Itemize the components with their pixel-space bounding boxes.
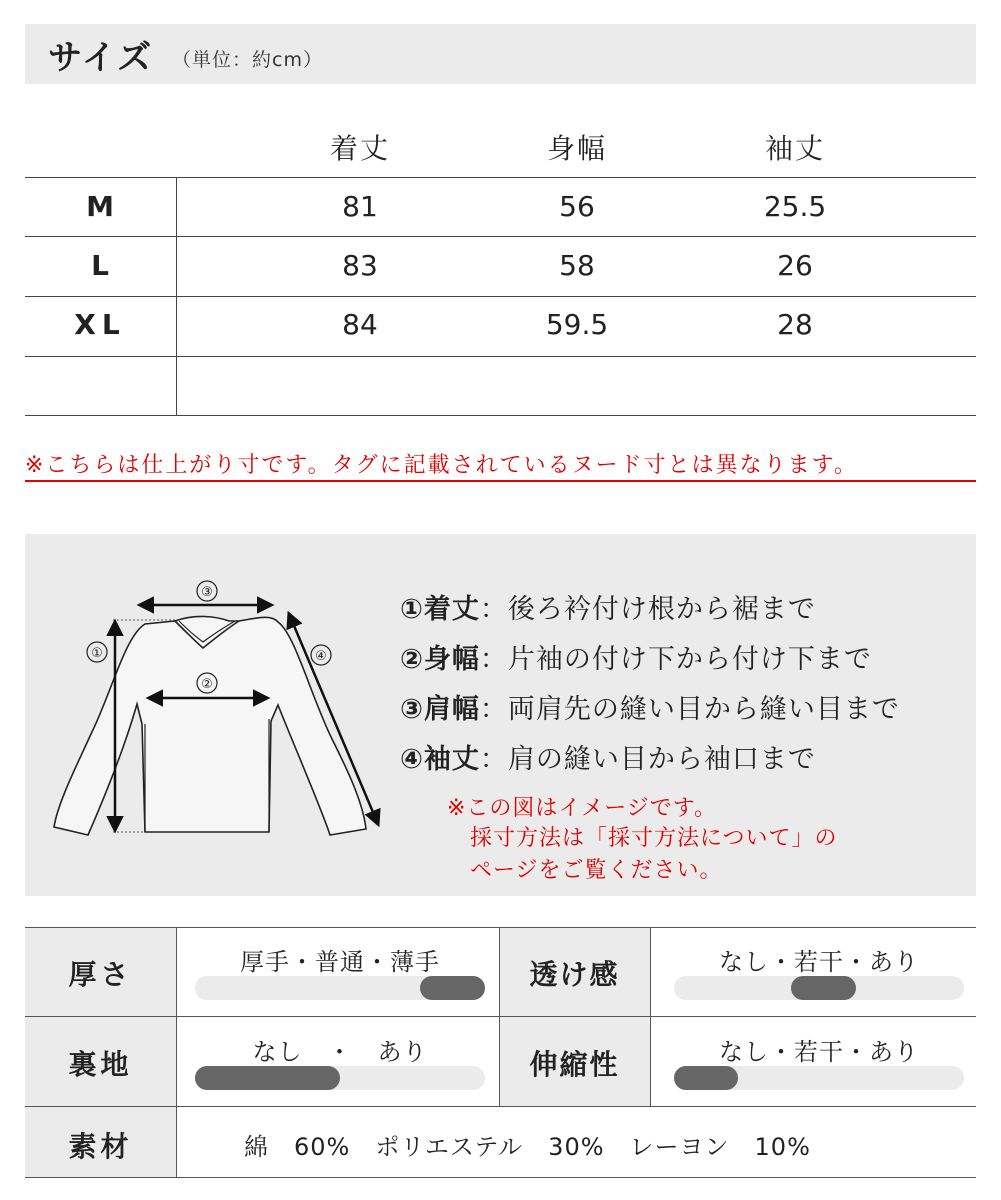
thickness-label: 厚さ xyxy=(68,958,133,991)
stretch-scale: なし・若干・あり xyxy=(719,1038,919,1066)
legend-number: ③ xyxy=(400,694,424,725)
lining-indicator xyxy=(195,1066,340,1090)
size-note-underline xyxy=(25,480,976,482)
thickness-indicator xyxy=(420,976,485,1000)
lining-scale: なし ・ あり xyxy=(252,1038,428,1066)
property-column-divider xyxy=(176,927,177,1177)
stretch-indicator xyxy=(674,1066,738,1090)
property-divider xyxy=(25,1177,976,1178)
table-cell: 84 xyxy=(342,308,378,341)
legend-desc: ：肩の縫い目から袖口まで xyxy=(479,744,816,775)
size-note: ※こちらは仕上がり寸です。タグに記載されているヌード寸とは異なります。 xyxy=(25,453,858,478)
column-header-length: 着丈 xyxy=(329,132,390,165)
table-cell: 81 xyxy=(342,190,378,223)
lining-track xyxy=(195,1066,485,1090)
legend-term: 着丈 xyxy=(423,594,480,625)
row-label-l: L xyxy=(91,249,109,282)
legend-term: 肩幅 xyxy=(423,694,480,725)
thickness-scale: 厚手・普通・薄手 xyxy=(240,948,440,976)
lining-label: 裏地 xyxy=(68,1048,133,1081)
column-header-sleeve: 袖丈 xyxy=(764,132,825,165)
material-label: 素材 xyxy=(68,1130,133,1163)
legend-desc: ：後ろ衿付け根から裾まで xyxy=(479,594,816,625)
sheerness-scale: なし・若干・あり xyxy=(719,948,919,976)
size-unit: （単位：約cm） xyxy=(172,49,323,71)
marker-1: ① xyxy=(91,646,103,661)
size-title: サイズ xyxy=(48,38,154,78)
table-cell: 83 xyxy=(342,249,378,282)
legend-desc: ：両肩先の縫い目から縫い目まで xyxy=(479,694,900,725)
table-divider xyxy=(25,356,976,357)
property-divider xyxy=(25,1106,976,1107)
marker-2: ② xyxy=(201,677,213,692)
table-divider xyxy=(25,177,976,178)
sheerness-indicator xyxy=(791,976,856,1000)
diagram-note-line-2: 採寸方法は「採寸方法について」の xyxy=(470,826,838,851)
stretch-track xyxy=(674,1066,964,1090)
table-cell: 56 xyxy=(559,190,595,223)
size-header xyxy=(25,24,976,84)
material-composition: 綿 60% ポリエステル 30% レーヨン 10% xyxy=(244,1133,811,1161)
diagram-note-line-3: ページをご覧ください。 xyxy=(470,858,723,883)
diagram-note-line-1: ※この図はイメージです。 xyxy=(447,796,718,821)
legend-number: ① xyxy=(400,594,424,625)
row-label-m: M xyxy=(86,190,114,223)
property-divider xyxy=(25,1016,976,1017)
table-column-divider xyxy=(176,177,177,415)
legend-item-shoulder xyxy=(400,687,900,726)
legend-item-width xyxy=(400,637,872,676)
thickness-track xyxy=(195,976,485,1000)
table-cell: 59.5 xyxy=(545,308,609,341)
marker-4: ④ xyxy=(315,649,327,664)
table-cell: 58 xyxy=(559,249,595,282)
stretch-label: 伸縮性 xyxy=(529,1048,620,1081)
sheerness-track xyxy=(674,976,964,1000)
legend-term: 袖丈 xyxy=(423,744,480,775)
column-header-width: 身幅 xyxy=(546,132,607,165)
table-cell: 25.5 xyxy=(763,190,827,223)
table-cell: 26 xyxy=(777,249,813,282)
legend-item-sleeve xyxy=(400,737,816,776)
sheerness-label: 透け感 xyxy=(529,958,620,991)
shirt-diagram xyxy=(25,534,395,896)
marker-3: ③ xyxy=(201,585,213,600)
legend-desc: ：片袖の付け下から付け下まで xyxy=(479,644,872,675)
legend-number: ② xyxy=(400,644,424,675)
legend-item-length xyxy=(400,587,816,626)
legend-number: ④ xyxy=(400,744,424,775)
property-divider xyxy=(25,927,976,928)
table-divider xyxy=(25,236,976,237)
table-divider xyxy=(25,296,976,297)
row-label-xl: XL xyxy=(74,308,126,341)
legend-term: 身幅 xyxy=(423,644,480,675)
table-cell: 28 xyxy=(777,308,813,341)
table-divider xyxy=(25,415,976,416)
property-column-divider xyxy=(650,927,651,1106)
